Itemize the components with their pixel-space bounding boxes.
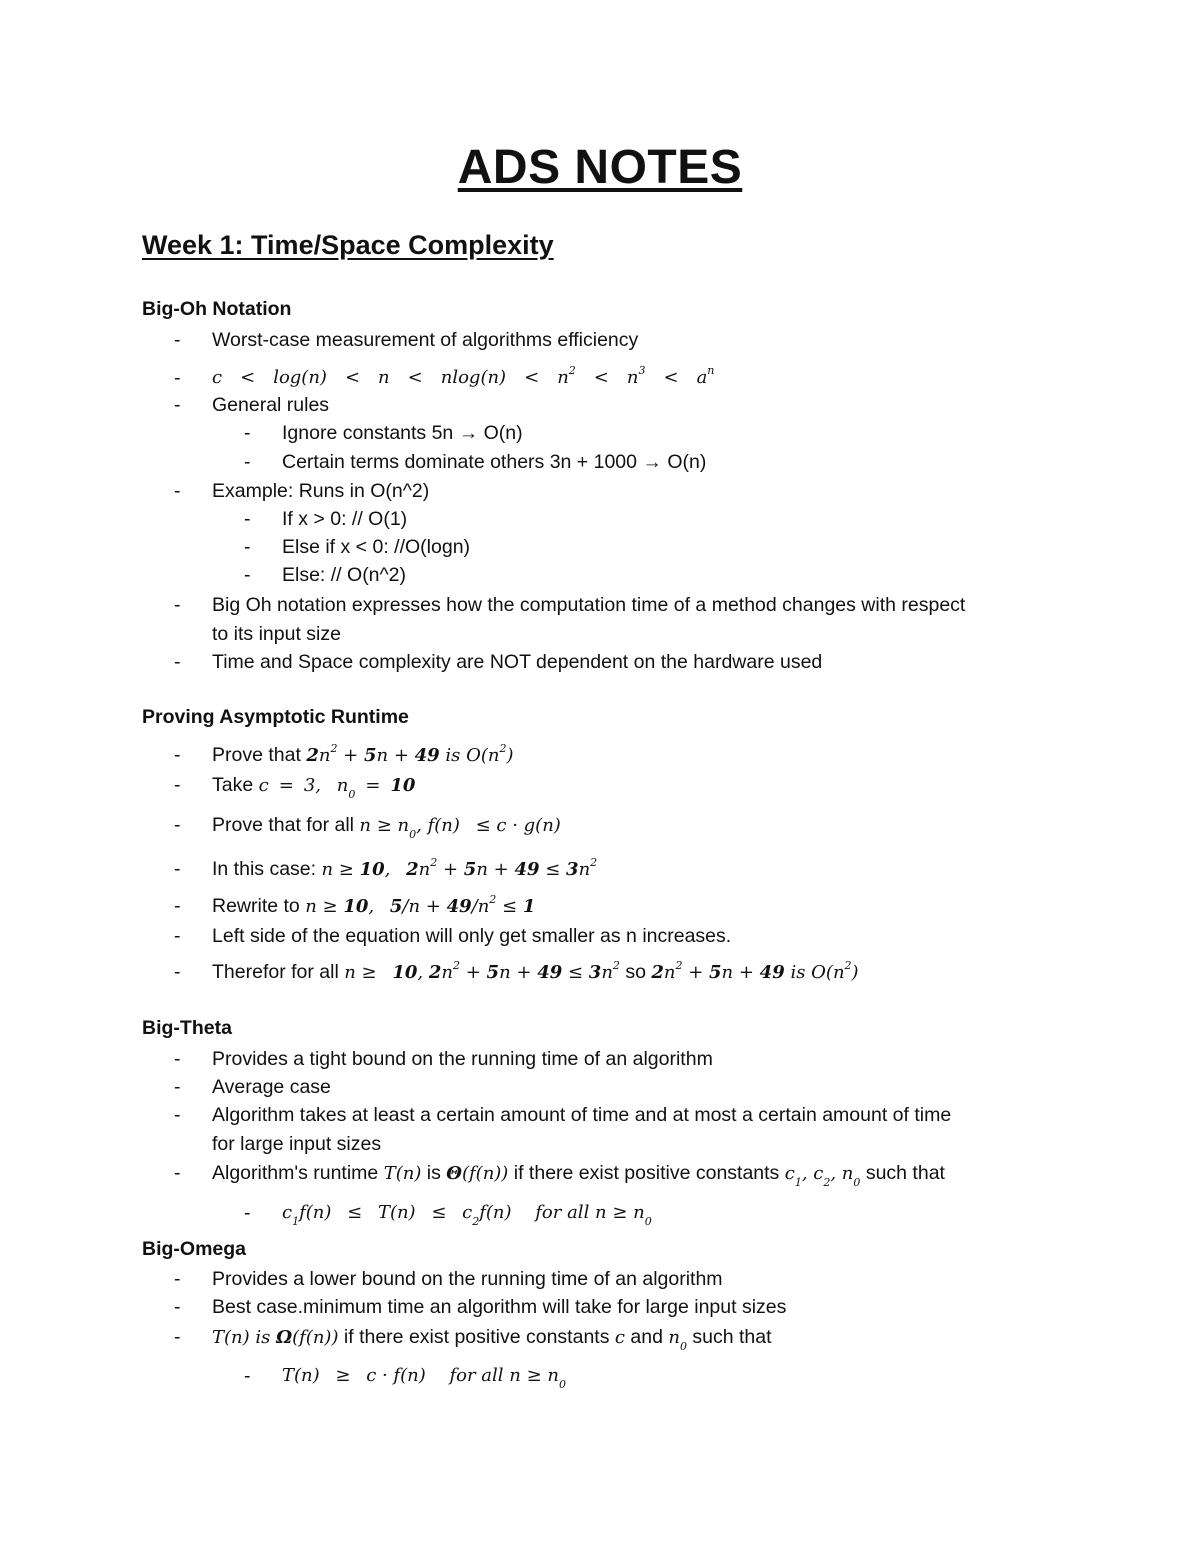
math-expression: Θ(f(n))	[446, 1163, 509, 1184]
math-expression: $c_1$, $c_2$, $n_0$	[784, 1163, 861, 1189]
math-expression: c	[614, 1327, 625, 1348]
section-heading-big-omega: Big-Omega	[142, 1238, 247, 1260]
math-expression: $c < \log(n) < n < nlog(n) < n^2 < n^3 < a^n$	[212, 364, 715, 388]
math-expression: c = 3, $n_0 = 10$	[258, 775, 416, 801]
math-expression: n ≥ 10, $2n^2 + 5n + 49 \le 3n^2$	[344, 959, 620, 983]
week-heading: Week 1: Time/Space Complexity	[142, 230, 554, 260]
page-title: ADS NOTES	[457, 141, 743, 194]
math-expression: $n_0$	[668, 1327, 687, 1353]
math-expression: T(n) is Ω(f(n))	[212, 1327, 339, 1348]
math-expression: T(n)	[383, 1163, 422, 1184]
math-expression: $n \ge n_0$, f(n) ≤ c · g(n)	[359, 815, 561, 841]
math-expression: n ≥ 10, $5/n + 49/n^2 \le 1$	[305, 893, 536, 917]
section-heading-big-oh: Big-Oh Notation	[142, 298, 292, 320]
math-expression: T(n) ≥ c · f(n) for all $n \ge n_0$	[282, 1365, 566, 1391]
math-expression: $c_1f(n) \le T(n) \le c_2f(n)$ for all $n \ge n_0$	[282, 1202, 652, 1228]
math-expression: $2n^2 + 5n + 49$ is $O(n^2)$	[306, 742, 514, 766]
section-heading-big-theta: Big-Theta	[142, 1017, 232, 1039]
section-heading-proving: Proving Asymptotic Runtime	[142, 706, 409, 728]
math-expression: $2n^2 + 5n + 49$ is $O(n^2)$	[651, 959, 859, 983]
document-page: ADS NOTES Week 1: Time/Space Complexity Big-Oh Notation - Worst-case measurement of algorithms efficiency - $c < \log(n) < n < nlog(n) < n^2 < n^3 < a^n$ - General rules - Ignore constants 5n → O(n) - Certain terms dominate others 3n + 1000 → O(n) - Example: Runs in O(n^2) - If x > 0: // O(1) - Else if x < 0: //O(logn) - Else: // O(n^2) - Big Oh notation expresses how the computation time of a method changes with respect to its input size - Time and Space complexity are NOT dependent on the hardware used Proving Asymptotic Runtime - Prove that $2n^2 + 5n + 49$ is $O(n^2)$ - Take c = 3, $n_0 = 10$ - Prove that for all $n \ge n_0$, f(n) ≤ c · g(n) - In this case: n ≥ 10, $2n^2 + 5n + 49 \le 3n^2$ - Rewrite to n ≥ 10, $5/n + 49/n^2 \le 1$ - Left side of the equation will only get smaller as n increases. - Therefor for all n ≥ 10, $2n^2 + 5n + 49 \le 3n^2$ so $2n^2 + 5n + 49$ is $O(n^2)$ Big-Theta - Provides a tight bound on the running time of an algorithm - Average case - Algorithm takes at least a certain amount of time and at most a certain amount of time for large input sizes - Algorithm's runtime T(n) is Θ(f(n)) if there exist positive constants $c_1$, $c_2$, $n_0$ such that - $c_1f(n) \le T(n) \le c_2f(n)$ for all $n \ge n_0$ Big-Omega - Provides a lower bound on the running time of an algorithm - Best case.minimum time an algorithm will take for large input sizes - T(n) is Ω(f(n)) if there exist positive constants c and $n_0$ such that - T(n) ≥ c · f(n) for all $n \ge n_0$	[0, 0, 1200, 1553]
math-expression: n ≥ 10, $2n^2 + 5n + 49 \le 3n^2$	[321, 856, 598, 880]
